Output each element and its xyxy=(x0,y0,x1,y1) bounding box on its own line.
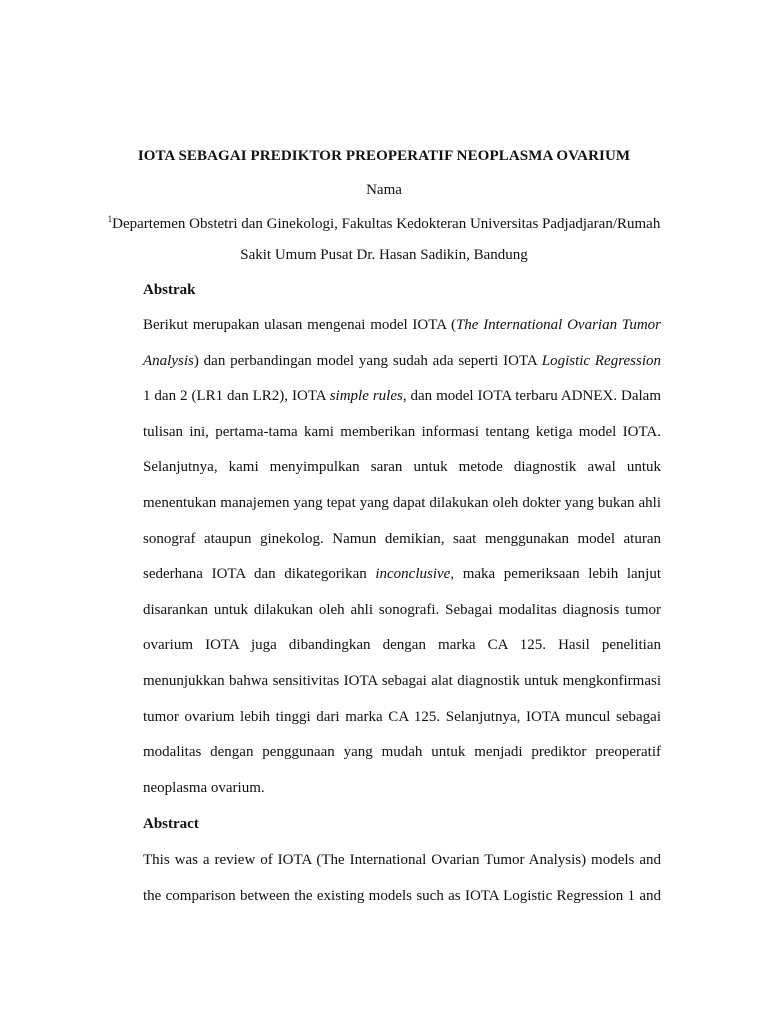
italic-term: inconclusive xyxy=(375,566,451,583)
paragraph-line: tulisan ini, pertama-tama kami memberikan informasi tentang ketiga model IOTA. xyxy=(143,423,661,440)
affiliation-line-2: Sakit Umum Pusat Dr. Hasan Sadikin, Bandung xyxy=(240,247,528,263)
paragraph-line: This was a review of IOTA (The International Ovarian Tumor Analysis) models and xyxy=(143,852,661,868)
paragraph-line: 1 dan 2 (LR1 dan LR2), IOTA simple rules, dan model IOTA terbaru ADNEX. Dalam xyxy=(143,388,661,405)
italic-term: Analysis xyxy=(143,352,194,369)
author-name: Nama xyxy=(366,182,402,198)
paragraph-line: sonograf ataupun ginekolog. Namun demikian, saat menggunakan model aturan xyxy=(143,530,661,547)
paragraph-line: disarankan untuk dilakukan oleh ahli sonografi. Sebagai modalitas diagnosis tumor xyxy=(143,601,661,618)
paragraph-line: Berikut merupakan ulasan mengenai model IOTA (The International Ovarian Tumor xyxy=(143,317,661,333)
paragraph-line: ovarium IOTA juga dibandingkan dengan marka CA 125. Hasil penelitian xyxy=(143,637,661,654)
paragraph-line: tumor ovarium lebih tinggi dari marka CA 125. Selanjutnya, IOTA muncul sebagai xyxy=(143,708,661,725)
abstrak-heading: Abstrak xyxy=(143,282,196,298)
affiliation-line-1 xyxy=(0,214,768,233)
italic-term: Logistic Regression xyxy=(541,352,661,369)
paragraph-line: Selanjutnya, kami menyimpulkan saran untuk metode diagnostik awal untuk xyxy=(143,459,661,476)
paragraph-line: modalitas dengan penggunaan yang mudah untuk menjadi prediktor preoperatif xyxy=(143,744,661,761)
paragraph-line: the comparison between the existing models such as IOTA Logistic Regression 1 and xyxy=(143,887,661,904)
paragraph-line: Analysis) dan perbandingan model yang sudah ada seperti IOTA Logistic Regression xyxy=(143,352,661,369)
paragraph-line: menentukan manajemen yang tepat yang dapat dilakukan oleh dokter yang bukan ahli xyxy=(143,495,661,511)
paragraph-line: sederhana IOTA dan dikategorikan inconclusive, maka pemeriksaan lebih lanjut xyxy=(143,566,661,583)
paragraph-line: menunjukkan bahwa sensitivitas IOTA sebagai alat diagnostik untuk mengkonfirmasi xyxy=(143,673,661,689)
affiliation-text-1: Departemen Obstetri dan Ginekologi, Fakultas Kedokteran Universitas Padjadjaran/Rumah xyxy=(112,216,661,232)
paragraph-line: neoplasma ovarium. xyxy=(143,779,265,796)
abstract-heading: Abstract xyxy=(143,816,199,832)
italic-term: simple rules xyxy=(329,388,403,405)
paper-title: IOTA SEBAGAI PREDIKTOR PREOPERATIF NEOPLASMA OVARIUM xyxy=(137,148,631,164)
affiliation-superscript: 1 xyxy=(107,214,113,224)
italic-term: The International Ovarian Tumor xyxy=(455,317,661,333)
